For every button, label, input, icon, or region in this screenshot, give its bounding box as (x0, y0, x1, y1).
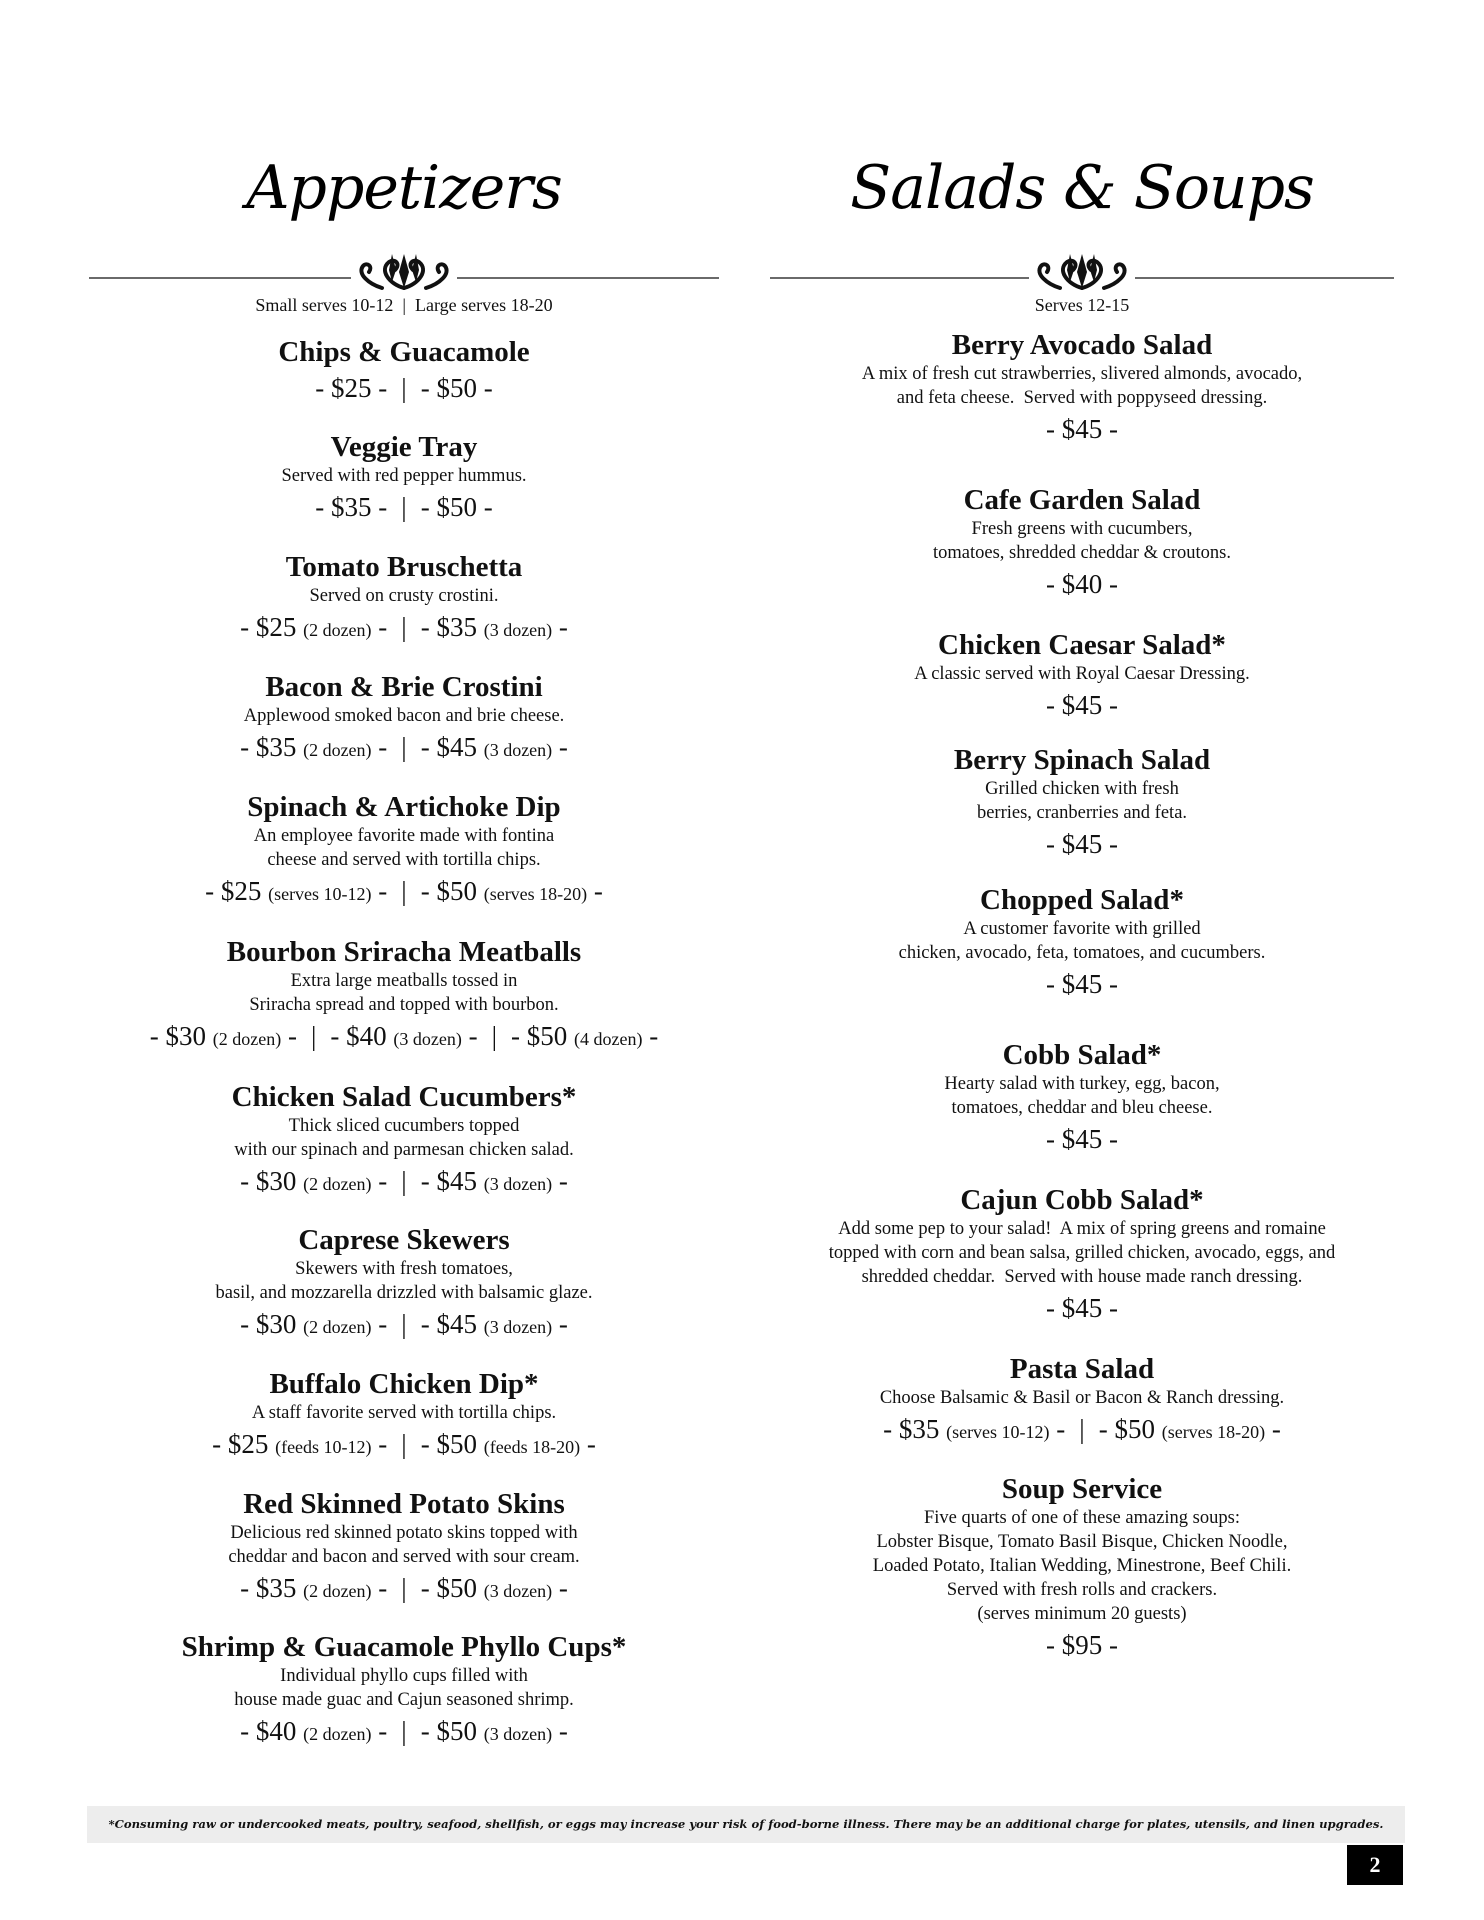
page-number: 2 (1347, 1845, 1403, 1885)
price-row (770, 966, 1394, 1002)
menu-item (770, 328, 1394, 447)
price-option: - $35 (serves 10-12) - (883, 1414, 1066, 1444)
description-line: tomatoes, shredded cheddar & croutons. (933, 543, 1231, 563)
description-line: Delicious red skinned potato skins topped with (230, 1523, 578, 1543)
price-option: - $45 - (1046, 969, 1118, 999)
price-separator: | (401, 732, 407, 762)
price-row (89, 370, 719, 406)
footer-disclaimer: *Consuming raw or undercooked meats, poultry, seafood, shellfish, or eggs may increase your risk of food-borne illness. There may be an additional charge for plates, utensils, and linen upgrades. (87, 1806, 1405, 1843)
description-line: Served on crusty crostini. (309, 586, 499, 606)
price-option: - $30 (2 dozen) - (240, 1309, 388, 1339)
price-separator: | (401, 373, 407, 403)
description-line: Served with red pepper hummus. (281, 466, 527, 486)
price-option: - $50 (3 dozen) - (420, 1716, 568, 1746)
price-option: - $45 - (1046, 1293, 1118, 1323)
price-amount: $50 (436, 1716, 477, 1746)
price-amount: $50 (436, 876, 477, 906)
price-amount: $95 (1061, 1630, 1103, 1660)
menu-item-description (89, 1664, 719, 1712)
price-quantity: (2 dozen) (303, 1581, 372, 1601)
menu-item-name: Cobb Salad* (1002, 1039, 1162, 1071)
menu-item (770, 743, 1394, 862)
price-amount: $45 (1061, 969, 1103, 999)
menu-item (770, 1352, 1394, 1450)
description-line: Extra large meatballs tossed in (290, 971, 518, 991)
description-line: Fresh greens with cucumbers, (971, 519, 1193, 539)
description-line: Applewood smoked bacon and brie cheese. (243, 706, 565, 726)
description-line: Skewers with fresh tomatoes, (295, 1259, 513, 1279)
price-quantity: (2 dozen) (303, 1174, 372, 1194)
description-line: Thick sliced cucumbers topped (288, 1116, 520, 1136)
price-amount: $50 (436, 492, 477, 522)
price-row (770, 687, 1394, 723)
description-line: with our spinach and parmesan chicken salad. (234, 1140, 574, 1160)
price-separator: | (401, 1429, 407, 1459)
price-amount: $50 (1114, 1414, 1155, 1444)
menu-item-description (770, 777, 1394, 825)
description-line: berries, cranberries and feta. (976, 803, 1188, 823)
price-option: - $25 (serves 10-12) - (205, 876, 388, 906)
description-line: house made guac and Cajun seasoned shrimp. (234, 1690, 574, 1710)
description-line: Loaded Potato, Italian Wedding, Minestrone, Beef Chili. (872, 1556, 1292, 1576)
price-amount: $25 (255, 612, 297, 642)
description-line: Choose Balsamic & Basil or Bacon & Ranch dressing. (879, 1388, 1285, 1408)
menu-item (770, 1472, 1394, 1663)
price-amount: $45 (436, 732, 477, 762)
menu-item (770, 1038, 1394, 1157)
price-option: - $30 (2 dozen) - (149, 1021, 297, 1051)
menu-item-name: Red Skinned Potato Skins (243, 1488, 565, 1520)
price-option: - $40 (2 dozen) - (240, 1716, 388, 1746)
menu-item-name: Chips & Guacamole (278, 336, 530, 368)
price-amount: $45 (1061, 829, 1103, 859)
description-line: Sriracha spread and topped with bourbon. (249, 995, 559, 1015)
price-option: - $45 - (1046, 414, 1118, 444)
price-amount: $25 (220, 876, 262, 906)
price-quantity: (3 dozen) (393, 1029, 462, 1049)
description-line: cheddar and bacon and served with sour cream. (228, 1547, 580, 1567)
price-option: - $95 - (1046, 1630, 1118, 1660)
menu-item-name: Chopped Salad* (980, 884, 1184, 916)
price-quantity: (serves 18-20) (1161, 1422, 1266, 1442)
price-amount: $50 (436, 1573, 477, 1603)
price-amount: $50 (436, 1429, 477, 1459)
menu-item-name: Cafe Garden Salad (963, 484, 1201, 516)
menu-item (89, 1630, 719, 1752)
price-amount: $35 (436, 612, 477, 642)
price-quantity: (3 dozen) (483, 1174, 553, 1194)
price-amount: $40 (255, 1716, 297, 1746)
price-quantity: (2 dozen) (303, 1724, 372, 1744)
price-separator: | (401, 492, 407, 522)
menu-item (89, 1367, 719, 1465)
description-line: tomatoes, cheddar and bleu cheese. (951, 1098, 1213, 1118)
description-line: Served with fresh rolls and crackers. (946, 1580, 1218, 1600)
salads-title: Salads & Soups (850, 153, 1314, 223)
menu-item-description (89, 1114, 719, 1162)
menu-item-description (770, 362, 1394, 410)
menu-item (89, 430, 719, 525)
price-amount: $45 (1061, 1293, 1103, 1323)
price-row (89, 1570, 719, 1609)
description-line: An employee favorite made with fontina (253, 826, 555, 846)
price-option: - $35 (2 dozen) - (240, 1573, 388, 1603)
flourish-divider-icon (89, 248, 719, 296)
price-amount: $30 (255, 1166, 297, 1196)
price-amount: $40 (1061, 569, 1103, 599)
price-quantity: (2 dozen) (303, 620, 372, 640)
price-separator: | (401, 1573, 407, 1603)
description-line: basil, and mozzarella drizzled with balsamic glaze. (215, 1283, 593, 1303)
menu-item-name: Veggie Tray (330, 431, 478, 463)
price-quantity: (2 dozen) (303, 740, 372, 760)
menu-item-name: Chicken Caesar Salad* (938, 629, 1226, 661)
price-option: - $40 - (1046, 569, 1118, 599)
description-line: shredded cheddar. Served with house made ranch dressing. (861, 1267, 1303, 1287)
price-amount: $40 (346, 1021, 387, 1051)
description-line: cheese and served with tortilla chips. (267, 850, 541, 870)
menu-item-name: Cajun Cobb Salad* (960, 1184, 1204, 1216)
price-row (89, 489, 719, 525)
menu-item (770, 628, 1394, 723)
menu-item (770, 483, 1394, 602)
description-line: Add some pep to your salad! A mix of spring greens and romaine (838, 1219, 1326, 1239)
price-amount: $45 (1061, 414, 1103, 444)
menu-item-description (89, 584, 719, 608)
price-quantity: (serves 10-12) (268, 884, 372, 904)
price-row (770, 1290, 1394, 1326)
menu-item-name: Shrimp & Guacamole Phyllo Cups* (181, 1631, 627, 1663)
price-option: - $45 (3 dozen) - (420, 732, 568, 762)
price-row (89, 1713, 719, 1752)
price-option: - $35 (3 dozen) - (420, 612, 568, 642)
price-quantity: (2 dozen) (212, 1029, 282, 1049)
price-separator: | (491, 1021, 498, 1051)
price-option: - $45 - (1046, 690, 1118, 720)
menu-item-name: Bacon & Brie Crostini (265, 671, 543, 703)
price-row (89, 609, 719, 648)
price-option: - $45 (3 dozen) - (420, 1166, 568, 1196)
menu-item-name: Berry Avocado Salad (951, 329, 1213, 361)
price-amount: $50 (436, 373, 477, 403)
menu-item-description (770, 517, 1394, 565)
menu-item-description (770, 662, 1394, 686)
price-quantity: (2 dozen) (303, 1317, 372, 1337)
price-option: - $50 (3 dozen) - (420, 1573, 568, 1603)
menu-item-description (770, 1217, 1394, 1289)
price-row (770, 826, 1394, 862)
price-amount: $35 (255, 1573, 297, 1603)
price-option: - $25 - (315, 373, 388, 403)
price-row (770, 1121, 1394, 1157)
price-amount: $30 (255, 1309, 297, 1339)
price-row (89, 873, 719, 912)
menu-item (89, 335, 719, 406)
price-row (770, 1627, 1394, 1663)
price-quantity: (3 dozen) (483, 1581, 553, 1601)
price-row (89, 729, 719, 768)
menu-item (89, 935, 719, 1057)
menu-item-description (770, 1072, 1394, 1120)
price-separator: | (1079, 1414, 1085, 1444)
menu-item-description (89, 704, 719, 728)
price-option: - $45 - (1046, 829, 1118, 859)
price-quantity: (feeds 18-20) (483, 1437, 581, 1457)
price-separator: | (401, 1309, 407, 1339)
price-quantity: (3 dozen) (483, 1724, 553, 1744)
price-amount: $45 (436, 1166, 477, 1196)
menu-item-description (89, 1401, 719, 1425)
price-row (770, 566, 1394, 602)
price-option: - $35 (2 dozen) - (240, 732, 388, 762)
price-option: - $25 (feeds 10-12) - (212, 1429, 388, 1459)
description-line: Hearty salad with turkey, egg, bacon, (944, 1074, 1220, 1094)
menu-item-name: Bourbon Sriracha Meatballs (226, 936, 582, 968)
menu-item-description (89, 1257, 719, 1305)
price-row (770, 1411, 1394, 1450)
price-option: - $40 (3 dozen) - (330, 1021, 478, 1051)
menu-item-description (89, 1521, 719, 1569)
description-line: A mix of fresh cut strawberries, slivered almonds, avocado, (861, 364, 1303, 384)
description-line: Five quarts of one of these amazing soups: (924, 1508, 1240, 1528)
description-line: A staff favorite served with tortilla chips. (251, 1403, 557, 1423)
menu-item-name: Pasta Salad (1009, 1353, 1155, 1385)
menu-item-name: Spinach & Artichoke Dip (247, 791, 561, 823)
menu-item-name: Berry Spinach Salad (953, 744, 1211, 776)
menu-item-description (770, 1506, 1394, 1626)
price-option: - $25 (2 dozen) - (240, 612, 388, 642)
description-line: chicken, avocado, feta, tomatoes, and cucumbers. (898, 943, 1266, 963)
price-amount: $35 (898, 1414, 940, 1444)
price-amount: $50 (526, 1021, 568, 1051)
description-line: A classic served with Royal Caesar Dressing. (914, 664, 1250, 684)
menu-item-name: Caprese Skewers (298, 1224, 510, 1256)
menu-item (89, 790, 719, 912)
menu-item (89, 1487, 719, 1609)
price-option: - $50 - (420, 492, 493, 522)
menu-item-name: Buffalo Chicken Dip* (269, 1368, 539, 1400)
menu-item-name: Tomato Bruschetta (285, 551, 523, 583)
price-amount: $35 (331, 492, 372, 522)
price-option: - $50 (feeds 18-20) - (420, 1429, 596, 1459)
menu-item (89, 670, 719, 768)
price-option: - $45 (3 dozen) - (420, 1309, 568, 1339)
price-quantity: (3 dozen) (483, 620, 553, 640)
price-row (770, 411, 1394, 447)
menu-item-name: Soup Service (1001, 1473, 1163, 1505)
menu-item-description (89, 464, 719, 488)
price-amount: $45 (436, 1309, 477, 1339)
price-row (89, 1306, 719, 1345)
menu-item (89, 1080, 719, 1202)
price-quantity: (3 dozen) (483, 1317, 553, 1337)
price-option: - $35 - (315, 492, 388, 522)
price-amount: $35 (255, 732, 297, 762)
price-row (89, 1018, 719, 1057)
description-line: Lobster Bisque, Tomato Basil Bisque, Chicken Noodle, (876, 1532, 1288, 1552)
price-amount: $45 (1061, 690, 1103, 720)
menu-item-description (89, 824, 719, 872)
price-amount: $25 (227, 1429, 269, 1459)
price-row (89, 1426, 719, 1465)
price-quantity: (feeds 10-12) (275, 1437, 372, 1457)
menu-item-description (770, 1386, 1394, 1410)
menu-item-description (770, 917, 1394, 965)
price-option: - $50 - (420, 373, 493, 403)
menu-item-name: Chicken Salad Cucumbers* (231, 1081, 577, 1113)
price-separator: | (401, 1166, 407, 1196)
description-line: Individual phyllo cups filled with (280, 1666, 528, 1686)
description-line: Grilled chicken with fresh (985, 779, 1179, 799)
appetizers-title: Appetizers (246, 153, 562, 223)
salads-serving-note: Serves 12-15 (1034, 295, 1130, 315)
price-option: - $50 (serves 18-20) - (420, 876, 603, 906)
description-line: A customer favorite with grilled (963, 919, 1201, 939)
price-separator: | (401, 876, 407, 906)
price-separator: | (401, 1716, 407, 1746)
price-amount: $25 (331, 373, 372, 403)
menu-item (89, 550, 719, 648)
appetizers-serving-note: Small serves 10-12 | Large serves 18-20 (255, 295, 553, 315)
description-line: (serves minimum 20 guests) (977, 1604, 1187, 1624)
price-quantity: (serves 10-12) (946, 1422, 1050, 1442)
price-separator: | (401, 612, 407, 642)
menu-item (770, 883, 1394, 1002)
description-line: and feta cheese. Served with poppyseed dressing. (896, 388, 1268, 408)
flourish-divider-icon (770, 248, 1394, 296)
menu-item (89, 1223, 719, 1345)
description-line: topped with corn and bean salsa, grilled chicken, avocado, eggs, and (828, 1243, 1336, 1263)
price-option: - $50 (4 dozen) - (511, 1021, 659, 1051)
menu-item-description (89, 969, 719, 1017)
price-quantity: (serves 18-20) (483, 884, 588, 904)
price-separator: | (310, 1021, 317, 1051)
menu-item (770, 1183, 1394, 1326)
price-amount: $45 (1061, 1124, 1103, 1154)
price-option: - $50 (serves 18-20) - (1098, 1414, 1281, 1444)
price-quantity: (3 dozen) (483, 740, 553, 760)
price-amount: $30 (165, 1021, 207, 1051)
price-quantity: (4 dozen) (574, 1029, 643, 1049)
price-option: - $30 (2 dozen) - (240, 1166, 388, 1196)
price-row (89, 1163, 719, 1202)
price-option: - $45 - (1046, 1124, 1118, 1154)
